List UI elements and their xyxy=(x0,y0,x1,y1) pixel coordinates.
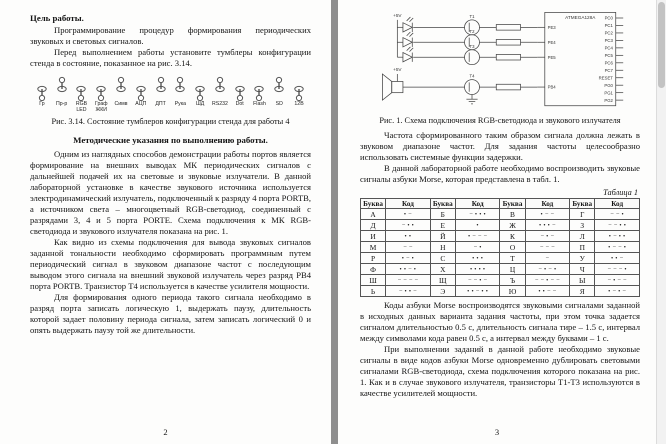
morse-table-wrap xyxy=(360,198,640,297)
switch-sublabel xyxy=(61,108,62,114)
morse-letter-cell: Ы xyxy=(570,275,595,286)
switch-label: SD xyxy=(275,101,283,107)
morse-table-header-cell: Буква xyxy=(570,199,595,209)
morse-code-cell: • • • • xyxy=(455,264,500,275)
right-paragraph-4: При выполнении заданий в данной работе необходимо звуковые сигналы в виде кодов азбуки Morse одновременно дублировать световыми сигналами RGB-светодиода, схема подключения которого показана на рис. 1. Как и в случае звукового излучателя, транзисторы Т1-Т3 используются в качестве усилителей мощности. xyxy=(360,344,640,398)
toggle-switch-icon xyxy=(134,76,148,102)
switch-label: Пр-р xyxy=(56,101,68,107)
page-number-right: 3 xyxy=(494,427,500,437)
dip-switch xyxy=(269,76,289,114)
switch-sublabel xyxy=(239,108,240,114)
morse-table-header-cell: Код xyxy=(386,199,431,209)
morse-table-row xyxy=(361,275,640,286)
toggle-switch-icon xyxy=(154,76,168,102)
ic-pin-label: PC5 xyxy=(604,53,613,59)
switch-sublabel xyxy=(199,108,200,114)
switch-sublabel xyxy=(160,108,161,114)
schematic-svg xyxy=(360,7,640,113)
ic-left-pin-labels xyxy=(548,25,557,90)
dip-switch xyxy=(111,76,131,114)
morse-letter-cell: Ь xyxy=(361,286,386,297)
goal-paragraph-1: Программирование процедур формирования периодических звуковых и световых сигналов. xyxy=(30,25,311,46)
morse-table-row xyxy=(361,242,640,253)
switch-sublabel xyxy=(298,108,299,114)
switch-sublabel xyxy=(279,108,280,114)
switch-label: Рука xyxy=(174,101,187,107)
morse-code-cell: − • • • xyxy=(455,209,500,220)
morse-letter-cell: О xyxy=(500,242,525,253)
ic-pin-label: PE5 xyxy=(547,54,556,60)
morse-code-cell: − − − − xyxy=(386,275,431,286)
morse-code-cell: • − − • xyxy=(595,242,640,253)
page-left-content xyxy=(0,0,331,336)
morse-table-header-cell: Код xyxy=(525,199,570,209)
ic-pin-label: PE3 xyxy=(547,25,556,31)
method-paragraph-1: Одним из наглядных способов демонстрации работы портов является формирование на внешних выводах МК периодических сигналов с дальнейшей подачей их на световые и звуковые излучатели. В данной лабораторной установке в качестве звукового источника используется электродинамический излучатель, подключенный к разряду 4 порта PORTB, а источником света – многоцветный RGB-светодиод, соединенный с разрядами 3, 4 и 5 порта PORTE. Схема подключения к МК RGB-светодиода и звукового излучателя показана на рис. 1. xyxy=(30,148,311,236)
toggle-switch-icon xyxy=(272,76,286,102)
morse-code-cell: − • − xyxy=(525,231,570,242)
power-label: +5V xyxy=(393,67,402,73)
switch-sublabel: LED xyxy=(76,106,87,113)
morse-code-cell: − − • • xyxy=(595,220,640,231)
switch-label: ДПТ xyxy=(155,101,166,107)
switch-label: Граф xyxy=(94,101,108,107)
ic-pin-label: PB4 xyxy=(547,84,556,90)
morse-code-cell: • • • − xyxy=(525,220,570,231)
switch-sublabel: ЖКИ xyxy=(95,106,107,113)
ic-pin-label: PC2 xyxy=(604,30,613,36)
morse-letter-cell: Д xyxy=(361,220,386,231)
toggle-switch-icon xyxy=(292,76,306,102)
dip-switch xyxy=(151,76,171,114)
dip-switch xyxy=(131,76,151,114)
switch-label: Flash xyxy=(253,101,266,107)
switch-sublabel xyxy=(120,108,121,114)
morse-letter-cell: Й xyxy=(430,231,455,242)
morse-letter-cell: П xyxy=(570,242,595,253)
morse-code-cell: − • − • xyxy=(525,264,570,275)
transistor-label: T2 xyxy=(469,28,475,34)
dip-switch xyxy=(210,76,230,114)
morse-table xyxy=(360,198,640,297)
dip-switch xyxy=(230,76,250,114)
transistor-labels xyxy=(470,14,476,79)
ic-pin-label: PC3 xyxy=(604,38,613,44)
morse-code-cell: − − xyxy=(386,242,431,253)
goal-paragraph-2: Перед выполнением работы установите тумблеры конфигурации стенда в состояние, показанное на рис. 3.14. xyxy=(30,47,311,68)
schematic-wires xyxy=(382,12,623,105)
morse-letter-cell: М xyxy=(361,242,386,253)
morse-code-cell: • − • xyxy=(386,253,431,264)
toggle-switch-icon xyxy=(233,76,247,102)
table-label: Таблица 1 xyxy=(603,188,638,197)
dip-switch-row xyxy=(30,76,311,114)
speaker-icon xyxy=(392,81,403,92)
dip-switch xyxy=(190,76,210,114)
morse-table-header-cell: Код xyxy=(455,199,500,209)
morse-letter-cell: Ш xyxy=(361,275,386,286)
morse-letter-cell: Л xyxy=(570,231,595,242)
morse-code-cell: − • • xyxy=(386,220,431,231)
toggle-switch-icon xyxy=(193,76,207,102)
dip-switch xyxy=(72,76,92,114)
switch-label: ШД xyxy=(196,101,205,107)
morse-code-cell: • − − xyxy=(525,209,570,220)
morse-code-cell: − • xyxy=(455,242,500,253)
document-page-right xyxy=(338,0,656,444)
switch-label: Dot xyxy=(235,101,244,107)
page-number-left: 2 xyxy=(163,427,168,437)
morse-code-cell: • • − xyxy=(595,253,640,264)
morse-code-cell: − − • xyxy=(595,209,640,220)
morse-code-cell: • − − − xyxy=(455,231,500,242)
morse-table-header-cell: Буква xyxy=(500,199,525,209)
morse-code-cell: − xyxy=(525,253,570,264)
morse-code-cell: • − xyxy=(386,209,431,220)
morse-letter-cell: Е xyxy=(430,220,455,231)
morse-table-header-cell: Буква xyxy=(361,199,386,209)
switch-label: 12В xyxy=(294,101,304,107)
morse-code-cell: • • − • xyxy=(386,264,431,275)
method-paragraph-3: Для формирования одного периода такого сигнала необходимо в разряд порта записать логическую 1, выдержать паузу, длительность которой задает половину периода сигнала, затем записать логический 0 и опять выдержать паузу той же длительности. xyxy=(30,291,311,335)
toggle-switch-icon xyxy=(173,76,187,102)
morse-letter-cell: Т xyxy=(500,253,525,264)
morse-code-cell: • • xyxy=(386,231,431,242)
morse-code-cell: • − • − xyxy=(595,286,640,297)
switch-sublabel xyxy=(180,108,181,114)
morse-letter-cell: Н xyxy=(430,242,455,253)
ic-pin-label: PG0 xyxy=(604,82,613,88)
dip-switch-figure xyxy=(30,76,311,114)
ic-pin-label: PC6 xyxy=(604,60,613,66)
switch-figure-caption: Рис. 3.14. Состояние тумблеров конфигурации стенда для работы 4 xyxy=(51,116,290,126)
morse-letter-cell: Ъ xyxy=(500,275,525,286)
morse-letter-cell: Б xyxy=(430,209,455,220)
switch-sublabel xyxy=(41,108,42,114)
ic-pin-label: PG1 xyxy=(604,90,613,96)
morse-table-header-cell: Код xyxy=(595,199,640,209)
ic-right-pin-labels xyxy=(599,16,614,103)
morse-letter-cell: Э xyxy=(430,286,455,297)
switch-label: RGB xyxy=(75,101,88,107)
toggle-switch-icon xyxy=(252,76,266,102)
morse-table-header-cell: Буква xyxy=(430,199,455,209)
toggle-switch-icon xyxy=(35,76,49,102)
schematic-figure xyxy=(360,7,640,113)
ic-pin-label: PC7 xyxy=(604,67,613,73)
transistor-label: T1 xyxy=(469,14,475,19)
schematic-caption: Рис. 1. Схема подключения RGB-светодиода и звукового излучателя xyxy=(379,116,621,125)
ic-pin-label: PC0 xyxy=(604,15,613,21)
dip-switch xyxy=(250,76,270,114)
morse-letter-cell: У xyxy=(570,253,595,264)
switch-label: Гр xyxy=(39,101,45,107)
morse-letter-cell: З xyxy=(570,220,595,231)
morse-letter-cell: С xyxy=(430,253,455,264)
ic-pin-label: PE4 xyxy=(547,39,556,45)
morse-code-cell: • • • xyxy=(455,253,500,264)
right-paragraph-2: В данной лабораторной работе необходимо воспроизводить звуковые сигналы азбуки Morse, которая представлена в табл. 1. xyxy=(360,163,640,184)
morse-letter-cell: Г xyxy=(570,209,595,220)
ic-pin-label: PC1 xyxy=(604,23,613,29)
method-paragraph-2: Как видно из схемы подключения для вывода звуковых сигналов заданной тональности необходимо сформировать программным путем периодический сигнал в звуковом диапазоне частот с последующим выводом этого сигнала на внешний звуковой излучатель через разряд PB4 порта PORTB. Транзистор Т4 используется в качестве усилителя мощности. xyxy=(30,236,311,291)
switch-label: АЦП xyxy=(135,101,147,107)
morse-table-row xyxy=(361,264,640,275)
morse-letter-cell: Щ xyxy=(430,275,455,286)
toggle-switch-icon xyxy=(114,76,128,102)
morse-code-cell: • • − • • xyxy=(455,286,500,297)
morse-table-header-row xyxy=(361,199,640,209)
morse-letter-cell: А xyxy=(361,209,386,220)
ic-pin-label: PG2 xyxy=(604,97,613,103)
morse-code-cell: • − • • xyxy=(595,231,640,242)
document-page-left xyxy=(0,0,331,444)
morse-letter-cell: К xyxy=(500,231,525,242)
morse-letter-cell: Ф xyxy=(361,264,386,275)
morse-letter-cell: Я xyxy=(570,286,595,297)
dip-switch xyxy=(32,76,52,114)
morse-table-row xyxy=(361,209,640,220)
scrollbar-thumb[interactable] xyxy=(658,2,665,88)
morse-letter-cell: В xyxy=(500,209,525,220)
dip-switch xyxy=(170,76,190,114)
toggle-switch-icon xyxy=(213,76,227,102)
morse-code-cell: − − • − − xyxy=(525,275,570,286)
morse-code-cell: − • − − xyxy=(595,275,640,286)
page-right-content xyxy=(338,0,656,399)
morse-code-cell: − − • − xyxy=(455,275,500,286)
morse-letter-cell: Ю xyxy=(500,286,525,297)
switch-sublabel xyxy=(219,108,220,114)
morse-letter-cell: Ж xyxy=(500,220,525,231)
morse-code-cell: • • − − xyxy=(525,286,570,297)
toggle-switch-icon xyxy=(55,76,69,102)
morse-table-row xyxy=(361,286,640,297)
dip-switch xyxy=(52,76,72,114)
transistor-label: T3 xyxy=(469,43,475,49)
power-label: +5V xyxy=(393,13,402,19)
morse-code-cell: − − − • xyxy=(595,264,640,275)
morse-code-cell: − − − xyxy=(525,242,570,253)
morse-letter-cell: Ч xyxy=(570,264,595,275)
morse-letter-cell: Р xyxy=(361,253,386,264)
goal-heading: Цель работы. xyxy=(30,13,84,23)
switch-sublabel xyxy=(140,108,141,114)
switch-label: RS232 xyxy=(211,101,228,107)
morse-table-row xyxy=(361,231,640,242)
toggle-switch-icon xyxy=(94,76,108,102)
morse-table-row xyxy=(361,220,640,231)
switch-sublabel xyxy=(259,108,260,114)
morse-code-cell: − • • − xyxy=(386,286,431,297)
morse-table-body xyxy=(361,209,640,297)
right-paragraph-1: Частота сформированного таким образом сигнала должна лежать в звуковом диапазоне частот. Для задания частоты целесообразно использовать системные функции задержки. xyxy=(360,130,640,162)
dip-switch xyxy=(91,76,111,114)
morse-code-cell: • xyxy=(455,220,500,231)
morse-table-row xyxy=(361,253,640,264)
ic-pin-label: RESET xyxy=(598,75,613,81)
method-heading: Методические указания по выполнению работы. xyxy=(73,134,268,145)
vertical-scrollbar[interactable] xyxy=(656,0,666,444)
right-paragraph-3: Коды азбуки Morse воспроизводятся звуковыми сигналами заданной в исходных данных варианта задания частоты, при этом точка задается сигналом длительностью 0.5 с, длительность сигнала тире – 1.5 с, интервал между символами кода равен 0.5 с, а интервал между буквами – 1 с. xyxy=(360,300,640,343)
morse-letter-cell: Х xyxy=(430,264,455,275)
ic-label: ATMEGA128A xyxy=(565,14,596,20)
transistor-label: T4 xyxy=(469,73,475,79)
morse-letter-cell: Ц xyxy=(500,264,525,275)
morse-letter-cell: И xyxy=(361,231,386,242)
ic-pin-label: PC4 xyxy=(604,45,613,51)
dip-switch xyxy=(289,76,309,114)
switch-label: Симв xyxy=(114,101,128,107)
toggle-switch-icon xyxy=(74,76,88,102)
